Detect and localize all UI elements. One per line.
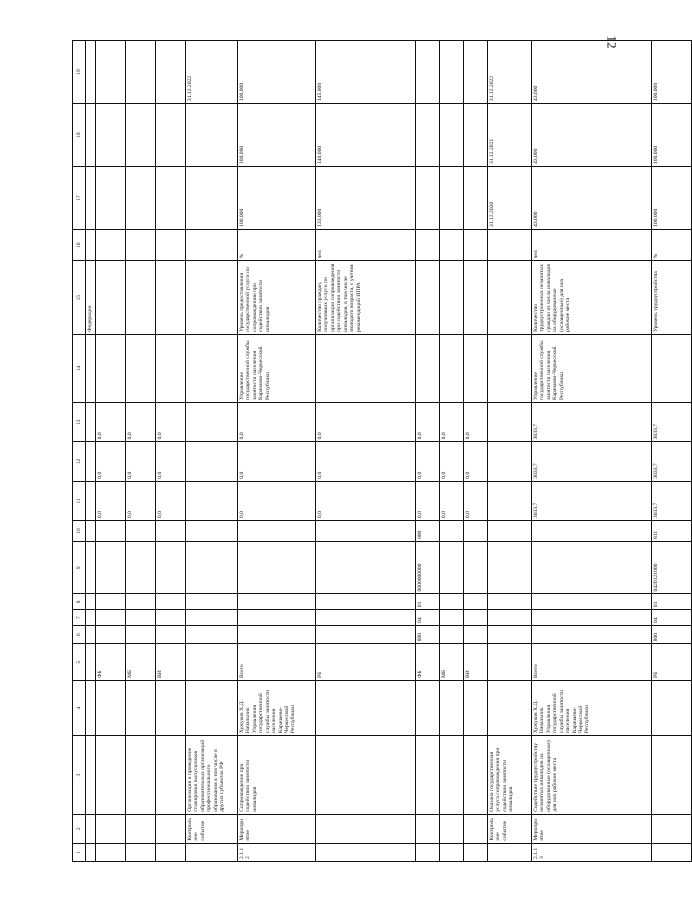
table-cell-col-13: 0,0 xyxy=(464,403,488,442)
table-cell-col-4 xyxy=(488,681,532,736)
table-cell-col-19 xyxy=(416,41,440,104)
table-cell-col-17 xyxy=(126,167,156,230)
table-cell-col-6 xyxy=(186,625,238,643)
table-row xyxy=(488,41,532,862)
table-cell-col-6 xyxy=(488,625,532,643)
table-row xyxy=(532,41,652,862)
table-cell-col-13: 0,0 xyxy=(96,403,126,442)
table-cell-col-19: 43,000 xyxy=(532,41,652,104)
table-cell-col-10 xyxy=(86,521,96,542)
table-cell-col-4 xyxy=(86,681,96,736)
table-cell-col-12: 0,0 xyxy=(464,442,488,481)
table-cell-col-1: 2.1.13 xyxy=(532,843,652,861)
table-row xyxy=(238,41,316,862)
table-cell-col-2 xyxy=(416,814,440,843)
table-cell-col-2 xyxy=(96,814,126,843)
table-cell-col-19: 100,000 xyxy=(238,41,316,104)
table-cell-col-8 xyxy=(488,594,532,610)
table-cell-col-4 xyxy=(186,681,238,736)
table-cell-col-16 xyxy=(96,229,126,260)
table-cell-col-2 xyxy=(316,814,416,843)
table-cell-col-10 xyxy=(96,521,126,542)
table-cell-col-4: Хужуков Х.Д. Начальник Управления государственной службы занятости населения Карачаево-Черкесской Республики xyxy=(532,681,652,736)
table-cell-col-6 xyxy=(238,625,316,643)
table-cell-col-11 xyxy=(186,481,238,520)
table-cell-col-19 xyxy=(86,41,96,104)
table-cell-col-10: 000 xyxy=(416,521,440,542)
table-cell-col-3 xyxy=(156,736,186,815)
table-cell-col-7: 04 xyxy=(416,610,440,626)
table-cell-col-9 xyxy=(488,542,532,594)
column-header: 12 xyxy=(73,442,86,481)
table-cell-col-9 xyxy=(238,542,316,594)
table-cell-col-8: 01 xyxy=(416,594,440,610)
table-cell-col-18 xyxy=(416,104,440,167)
table-cell-col-2 xyxy=(440,814,464,843)
table-cell-col-7 xyxy=(156,610,186,626)
table-cell-col-15 xyxy=(96,261,126,334)
table-cell-col-13 xyxy=(186,403,238,442)
table-cell-col-19 xyxy=(96,41,126,104)
table-cell-col-18 xyxy=(96,104,126,167)
table-cell-col-3: Оказана государственная услуга сопровождения при содействии занятости инвалидов xyxy=(488,736,532,815)
table-cell-col-5 xyxy=(86,644,96,681)
table-cell-col-15 xyxy=(416,261,440,334)
table-cell-col-9 xyxy=(186,542,238,594)
table-cell-col-18 xyxy=(464,104,488,167)
table-cell-col-18 xyxy=(126,104,156,167)
table-header-row xyxy=(73,41,86,862)
table-row xyxy=(96,41,126,862)
table-cell-col-14 xyxy=(156,334,186,402)
table-cell-col-1 xyxy=(440,843,464,861)
column-header: 18 xyxy=(73,104,86,167)
table-cell-col-16 xyxy=(464,229,488,260)
column-header: 16 xyxy=(73,229,86,260)
table-cell-col-10 xyxy=(156,521,186,542)
table-cell-col-13: 3033,7 xyxy=(652,403,692,442)
table-row xyxy=(316,41,416,862)
table-cell-col-8 xyxy=(532,594,652,610)
table-cell-col-1 xyxy=(464,843,488,861)
table-cell-col-3 xyxy=(316,736,416,815)
table-cell-col-6 xyxy=(464,625,488,643)
table-cell-col-8: 01 xyxy=(652,594,692,610)
column-header: 19 xyxy=(73,41,86,104)
table-cell-col-18: 100,000 xyxy=(238,104,316,167)
table-cell-col-10 xyxy=(440,521,464,542)
column-header: 14 xyxy=(73,334,86,402)
table-cell-col-14 xyxy=(652,334,692,402)
table-cell-col-16 xyxy=(416,229,440,260)
table-cell-col-1 xyxy=(416,843,440,861)
table-cell-col-12: 0,0 xyxy=(416,442,440,481)
table-cell-col-9 xyxy=(96,542,126,594)
table-cell-col-19 xyxy=(440,41,464,104)
table-cell-col-7: 04 xyxy=(652,610,692,626)
table-cell-col-1 xyxy=(156,843,186,861)
table-cell-col-2 xyxy=(156,814,186,843)
table-cell-col-15 xyxy=(488,261,532,334)
table-cell-col-5: ВИ xyxy=(156,644,186,681)
table-cell-col-1 xyxy=(488,843,532,861)
table-row xyxy=(652,41,692,862)
page-number: 12 xyxy=(604,35,620,49)
table-cell-col-17 xyxy=(464,167,488,230)
column-header: 15 xyxy=(73,261,86,334)
table-cell-col-17: 100,000 xyxy=(238,167,316,230)
table-cell-col-9 xyxy=(440,542,464,594)
table-cell-col-7 xyxy=(86,610,96,626)
table-cell-col-15: Уровень предоставления государственной услуги по сопровождению при содействии занятости инвалидов xyxy=(238,261,316,334)
table-cell-col-1 xyxy=(316,843,416,861)
table-cell-col-19: 145,000 xyxy=(316,41,416,104)
column-header: 6 xyxy=(73,625,86,643)
table-row xyxy=(440,41,464,862)
table-cell-col-16: % xyxy=(238,229,316,260)
table-cell-col-6 xyxy=(96,625,126,643)
column-header: 17 xyxy=(73,167,86,230)
table-cell-col-11: 0,0 xyxy=(440,481,464,520)
table-cell-col-14 xyxy=(316,334,416,402)
table-cell-col-11: 3033,7 xyxy=(532,481,652,520)
table-cell-col-18 xyxy=(156,104,186,167)
table-cell-col-2: Контрольное событие xyxy=(488,814,532,843)
table-cell-col-15: Федерации xyxy=(86,261,96,334)
table-cell-col-8 xyxy=(156,594,186,610)
table-cell-col-17 xyxy=(416,167,440,230)
table-cell-col-14 xyxy=(416,334,440,402)
table-cell-col-6 xyxy=(532,625,652,643)
table-cell-col-17 xyxy=(186,167,238,230)
table-cell-col-15 xyxy=(440,261,464,334)
budget-table xyxy=(72,40,692,862)
column-header: 5 xyxy=(73,644,86,681)
table-cell-col-9 xyxy=(156,542,186,594)
table-cell-col-11: 0,0 xyxy=(316,481,416,520)
table-cell-col-19: 31.12.2022 xyxy=(488,41,532,104)
table-cell-col-11: 3033,7 xyxy=(652,481,692,520)
table-row xyxy=(86,41,96,862)
table-cell-col-16 xyxy=(126,229,156,260)
table-cell-col-15 xyxy=(156,261,186,334)
table-cell-col-19 xyxy=(464,41,488,104)
table-cell-col-5: ФБ xyxy=(96,644,126,681)
table-cell-col-9 xyxy=(464,542,488,594)
table-cell-col-1 xyxy=(186,843,238,861)
table-cell-col-3 xyxy=(86,736,96,815)
table-cell-col-14: Управление государственной службы занятости населения Карачаево-Черкесской Республики xyxy=(532,334,652,402)
table-cell-col-8 xyxy=(96,594,126,610)
table-cell-col-12: 0,0 xyxy=(126,442,156,481)
table-cell-col-2 xyxy=(652,814,692,843)
table-cell-col-17 xyxy=(96,167,126,230)
table-cell-col-5: РБ xyxy=(652,644,692,681)
table-cell-col-12: 3033,7 xyxy=(652,442,692,481)
table-cell-col-10 xyxy=(186,521,238,542)
table-cell-col-10 xyxy=(532,521,652,542)
table-cell-col-6 xyxy=(440,625,464,643)
table-cell-col-18 xyxy=(440,104,464,167)
table-cell-col-12: 0,0 xyxy=(238,442,316,481)
table-cell-col-9 xyxy=(86,542,96,594)
table-cell-col-19 xyxy=(126,41,156,104)
table-cell-col-7 xyxy=(464,610,488,626)
table-cell-col-2 xyxy=(86,814,96,843)
column-header: 8 xyxy=(73,594,86,610)
table-cell-col-4 xyxy=(652,681,692,736)
table-cell-col-12: 0,0 xyxy=(96,442,126,481)
table-cell-col-1 xyxy=(86,843,96,861)
table-cell-col-1 xyxy=(126,843,156,861)
table-cell-col-14 xyxy=(440,334,464,402)
table-cell-col-12 xyxy=(488,442,532,481)
table-cell-col-13: 0,0 xyxy=(126,403,156,442)
table-cell-col-12: 0,0 xyxy=(440,442,464,481)
table-cell-col-6 xyxy=(156,625,186,643)
table-cell-col-12: 0,0 xyxy=(316,442,416,481)
table-cell-col-6 xyxy=(86,625,96,643)
table-cell-col-13: 0,0 xyxy=(238,403,316,442)
table-cell-col-4 xyxy=(96,681,126,736)
table-cell-col-12: 3033,7 xyxy=(532,442,652,481)
table-cell-col-16: чел xyxy=(316,229,416,260)
table-cell-col-10: 811 xyxy=(652,521,692,542)
table-cell-col-13 xyxy=(488,403,532,442)
table-cell-col-4: Хужуков Х.Д. Начальник Управления государственной службы занятости населения Карачаево-Черкесской Республики xyxy=(238,681,316,736)
table-cell-col-11: 0,0 xyxy=(156,481,186,520)
table-cell-col-5: Всего xyxy=(532,644,652,681)
table-cell-col-8 xyxy=(316,594,416,610)
table-row xyxy=(186,41,238,862)
table-cell-col-9: 0420121000 xyxy=(652,542,692,594)
table-cell-col-14 xyxy=(186,334,238,402)
table-cell-col-8 xyxy=(186,594,238,610)
table-row xyxy=(464,41,488,862)
table-cell-col-15 xyxy=(464,261,488,334)
table-cell-col-11: 0,0 xyxy=(416,481,440,520)
table-cell-col-8 xyxy=(86,594,96,610)
table-cell-col-18: 140,000 xyxy=(316,104,416,167)
table-cell-col-7 xyxy=(96,610,126,626)
table-cell-col-16: чел xyxy=(532,229,652,260)
table-row xyxy=(416,41,440,862)
table-cell-col-11 xyxy=(488,481,532,520)
table-cell-col-15: Уровень трудоустройства xyxy=(652,261,692,334)
table-cell-col-6 xyxy=(316,625,416,643)
table-cell-col-1: 2.1.12 xyxy=(238,843,316,861)
table-cell-col-8 xyxy=(464,594,488,610)
table-cell-col-5: Всего xyxy=(238,644,316,681)
table-cell-col-19 xyxy=(156,41,186,104)
column-header: 4 xyxy=(73,681,86,736)
table-cell-col-10 xyxy=(488,521,532,542)
table-cell-col-17: 133,000 xyxy=(316,167,416,230)
table-cell-col-13: 0,0 xyxy=(440,403,464,442)
table-cell-col-2: Мероприятие xyxy=(238,814,316,843)
table-cell-col-14 xyxy=(126,334,156,402)
table-cell-col-13 xyxy=(86,403,96,442)
table-cell-col-3: Организация и проведение стажировки выпускников образовательных организаций профессионального образования в том числе в других субъектах РФ xyxy=(186,736,238,815)
table-cell-col-11: 0,0 xyxy=(126,481,156,520)
table-cell-col-2 xyxy=(464,814,488,843)
table-cell-col-17: 100,000 xyxy=(652,167,692,230)
column-header: 11 xyxy=(73,481,86,520)
table-cell-col-4 xyxy=(464,681,488,736)
table-cell-col-17: 43,000 xyxy=(532,167,652,230)
table-cell-col-8 xyxy=(440,594,464,610)
table-cell-col-11: 0,0 xyxy=(464,481,488,520)
column-header: 2 xyxy=(73,814,86,843)
table-cell-col-2: Контрольное событие xyxy=(186,814,238,843)
table-cell-col-5: ВИ xyxy=(464,644,488,681)
table-cell-col-18 xyxy=(186,104,238,167)
table-row xyxy=(156,41,186,862)
table-cell-col-3 xyxy=(652,736,692,815)
table-cell-col-12 xyxy=(186,442,238,481)
table-cell-col-4 xyxy=(156,681,186,736)
table-cell-col-2 xyxy=(126,814,156,843)
table-cell-col-11: 0,0 xyxy=(96,481,126,520)
table-cell-col-3 xyxy=(126,736,156,815)
table-cell-col-14 xyxy=(488,334,532,402)
table-cell-col-14 xyxy=(86,334,96,402)
table-cell-col-15 xyxy=(126,261,156,334)
column-header: 3 xyxy=(73,736,86,815)
table-cell-col-16 xyxy=(440,229,464,260)
column-header: 9 xyxy=(73,542,86,594)
table-cell-col-6: 800 xyxy=(652,625,692,643)
table-cell-col-9 xyxy=(126,542,156,594)
table-cell-col-9: 0000000000 xyxy=(416,542,440,594)
table-cell-col-7 xyxy=(440,610,464,626)
table-cell-col-3 xyxy=(96,736,126,815)
table-cell-col-3: Содействие трудоустройству незанятых инвалидов на оборудованные (оснащенные) для них рабочие места xyxy=(532,736,652,815)
table-cell-col-5: МБ xyxy=(126,644,156,681)
table-cell-col-12 xyxy=(86,442,96,481)
table-cell-col-16 xyxy=(156,229,186,260)
table-cell-col-17: 31.12.2020 xyxy=(488,167,532,230)
table-cell-col-14 xyxy=(464,334,488,402)
table-cell-col-15 xyxy=(186,261,238,334)
table-cell-col-5 xyxy=(186,644,238,681)
table-cell-col-6: 800 xyxy=(416,625,440,643)
table-cell-col-15: Количество граждан, получивших услуги по организации сопровождения при содействии занятости инвалидов, в том числе молодого возраста, с учетом рекомендаций ИПРА xyxy=(316,261,416,334)
table-cell-col-19: 100,000 xyxy=(652,41,692,104)
table-cell-col-11 xyxy=(86,481,96,520)
table-cell-col-3: Сопровождение при содействии занятости инвалидов xyxy=(238,736,316,815)
table-cell-col-10 xyxy=(316,521,416,542)
table-cell-col-7 xyxy=(126,610,156,626)
table-cell-col-7 xyxy=(532,610,652,626)
table-cell-col-13: 0,0 xyxy=(316,403,416,442)
column-header: 13 xyxy=(73,403,86,442)
table-cell-col-13: 0,0 xyxy=(416,403,440,442)
table-cell-col-18: 31.12.2021 xyxy=(488,104,532,167)
table-cell-col-5: РБ xyxy=(316,644,416,681)
table-cell-col-16: % xyxy=(652,229,692,260)
table-cell-col-14 xyxy=(96,334,126,402)
table-cell-col-9 xyxy=(532,542,652,594)
table-cell-col-6 xyxy=(126,625,156,643)
table-cell-col-10 xyxy=(126,521,156,542)
table-cell-col-18: 43,000 xyxy=(532,104,652,167)
table-cell-col-5: ФБ xyxy=(416,644,440,681)
table-cell-col-7 xyxy=(238,610,316,626)
table-row xyxy=(126,41,156,862)
table-cell-col-15: Количество трудоустроенных незанятых граждан из числа инвалидов на оборудованные (оснащенные) для них рабочие места xyxy=(532,261,652,334)
table-cell-col-3 xyxy=(440,736,464,815)
table-cell-col-13: 3033,7 xyxy=(532,403,652,442)
column-header: 7 xyxy=(73,610,86,626)
table-cell-col-7 xyxy=(316,610,416,626)
table-cell-col-4 xyxy=(440,681,464,736)
table-cell-col-13: 0,0 xyxy=(156,403,186,442)
table-cell-col-11: 0,0 xyxy=(238,481,316,520)
table-cell-col-10 xyxy=(464,521,488,542)
table-cell-col-17 xyxy=(440,167,464,230)
rotated-table-container xyxy=(72,40,659,862)
table-cell-col-8 xyxy=(126,594,156,610)
table-cell-col-14: Управление государственной службы занятости населения Карачаево-Черкесской Республики xyxy=(238,334,316,402)
column-header: 1 xyxy=(73,843,86,861)
table-cell-col-17 xyxy=(86,167,96,230)
table-cell-col-18: 100,000 xyxy=(652,104,692,167)
table-cell-col-5: МБ xyxy=(440,644,464,681)
table-cell-col-12: 0,0 xyxy=(156,442,186,481)
table-cell-col-18 xyxy=(86,104,96,167)
table-cell-col-1 xyxy=(652,843,692,861)
table-cell-col-9 xyxy=(316,542,416,594)
table-cell-col-4 xyxy=(316,681,416,736)
table-cell-col-3 xyxy=(464,736,488,815)
table-cell-col-10 xyxy=(238,521,316,542)
table-cell-col-19: 31.12.2022 xyxy=(186,41,238,104)
table-cell-col-7 xyxy=(488,610,532,626)
table-cell-col-2: Мероприятие xyxy=(532,814,652,843)
table-cell-col-4 xyxy=(126,681,156,736)
column-header: 10 xyxy=(73,521,86,542)
table-cell-col-16 xyxy=(86,229,96,260)
table-cell-col-17 xyxy=(156,167,186,230)
table-cell-col-1 xyxy=(96,843,126,861)
table-cell-col-7 xyxy=(186,610,238,626)
table-cell-col-16 xyxy=(186,229,238,260)
table-cell-col-5 xyxy=(488,644,532,681)
table-cell-col-3 xyxy=(416,736,440,815)
table-cell-col-4 xyxy=(416,681,440,736)
table-cell-col-8 xyxy=(238,594,316,610)
table-cell-col-16 xyxy=(488,229,532,260)
